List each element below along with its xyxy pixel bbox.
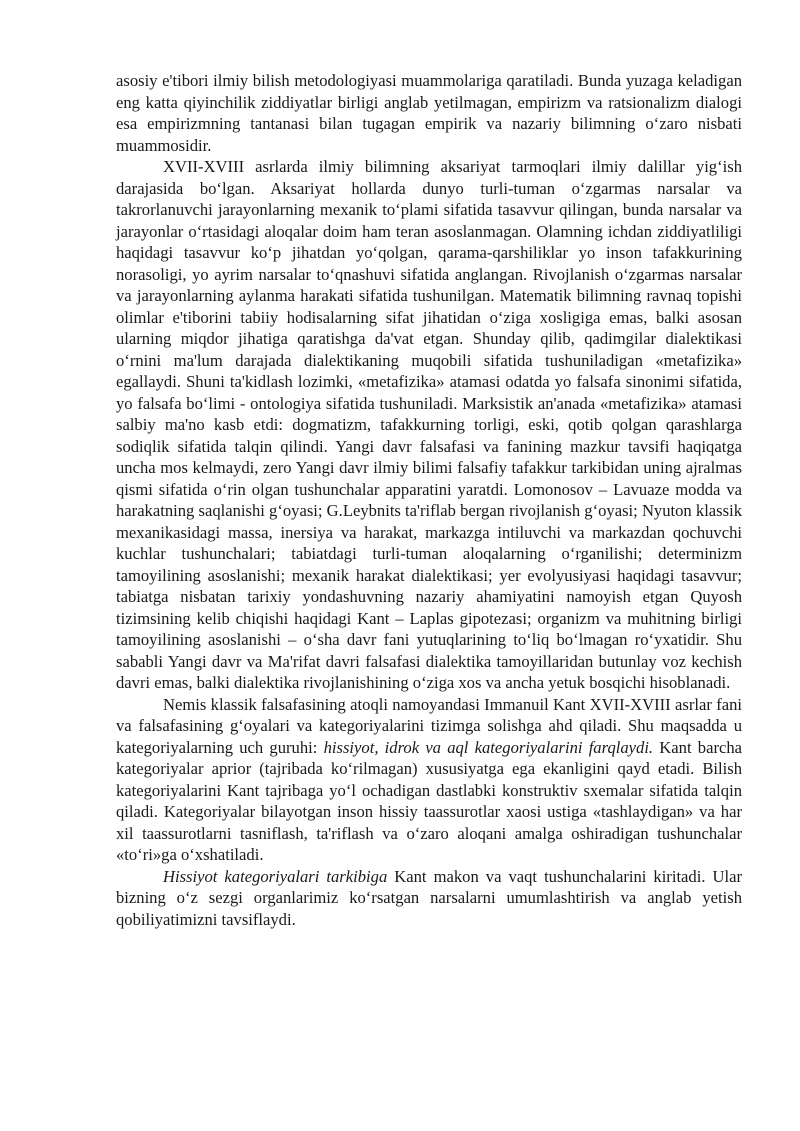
paragraph-continuation: asosiy e'tibori ilmiy bilish metodologiyasi muammolariga qaratiladi. Bunda yuzaga keladigan eng katta qiyinchilik ziddiyatlar birligi anglab yetilmagan, empirizm va ratsionalizm dialogi esa empirizmning tantanasi bilan tugagan empirik va nazariy bilimning o‘zaro nisbati muammosidir. xyxy=(116,71,742,155)
paragraph-sensibility xyxy=(116,866,742,931)
paragraph-kant-categories xyxy=(116,694,742,866)
paragraph-text: Nemis klassik falsafasining atoqli namoyandasi Immanuil Kant XVII-XVIII asrlar fani va falsafasining g‘oyalari va kategoriyalarini tizimga solishga ahd qiladi. Shu maqsadda u kategoriyalarning uch guruhi: xyxy=(116,694,742,757)
emphasis-text: Hissiyot kategoriyalari tarkibiga xyxy=(163,866,388,886)
paragraph-metaphysics: XVII-XVIII asrlarda ilmiy bilimning aksariyat tarmoqlari ilmiy dalillar yig‘ish darajasida bo‘lgan. Aksariyat hollarda dunyo turli-tuman o‘zgarmas narsalar va takrorlanuvchi jarayonlarning mexanik to‘plami sifatida tasavvur qilingan, bunda narsalar va jarayonlar o‘rtasidagi aloqalar doim ham teran asoslanmagan. Olamning ichdan ziddiyatliligi haqidagi tasavvur ko‘p jihatdan yo‘qolgan, qarama-qarshiliklar yo inson tafakkurining norasoligi, yo ayrim narsalar to‘qnashuvi sifatida anglangan. Rivojlanish o‘zgarmas narsalar va jarayonlarning aylanma harakati sifatida tushunilgan. Matematik bilimning ravnaq topishi olimlar e'tiborini tabiiy hodisalarning sifat jihatidan o‘ziga xosligiga emas, balki asosan ularning miqdor jihatiga qaratishga da'vat etgan. Shunday qilib, qadimgilar dialektikasi o‘rnini ma'lum darajada dialektikaning muqobili sifatida tushuniladigan «metafizika» egallaydi. Shuni ta'kidlash lozimki, «metafizika» atamasi odatda yo falsafa sinonimi sifatida, yo falsafa bo‘limi - ontologiya sifatida tushuniladi. Marksistik an'anada «metafizika» atamasi salbiy ma'no kasb etdi: dogmatizm, tafakkurning torligi, eski, qotib qolgan qarashlarga sodiqlik sifatida talqin qilindi. Yangi davr falsafasi va fanining mazkur tavsifi haqiqatga uncha mos kelmaydi, zero Yangi davr ilmiy bilimi falsafiy tafakkur tarkibidan uning ajralmas qismi sifatida o‘rin olgan tushunchalar apparatini yaratdi. Lomonosov – Lavuaze modda va harakatning saqlanishi g‘oyasi; G.Leybnits ta'riflab bergan rivojlanish g‘oyasi; Nyuton klassik mexanikasidagi massa, inersiya va harakat, markazga intiluvchi va markazdan qochuvchi kuchlar tushunchalari; tabiatdagi turli-tuman aloqalarning o‘rganilishi; determinizm tamoyilining asoslanishi; mexanik harakat dialektikasi; yer evolyusiyasi haqidagi tasavvur; tabiatga nisbatan tarixiy yondashuvning nazariy ahamiyatini namoyish etgan Quyosh tizimsining kelib chiqishi haqidagi Kant – Laplas gipotezasi; organizm va muhitning birligi tamoyilining asoslanishi – o‘sha davr fani yutuqlarining to‘liq bo‘lmagan ro‘yxatidir. Shu sababli Yangi davr va Ma'rifat davri falsafasi dialektika tamoyillaridan butunlay voz kechish davri emas, balki dialektika rivojlanishining o‘ziga xos va ancha yetuk bosqichi hisoblanadi. xyxy=(116,157,742,692)
paragraph-text: Kant makon va vaqt tushunchalarini kiritadi. Ular bizning o‘z sezgi organlarimiz ko‘rsatgan narsalarni umumlashtirish va anglab yetish qobiliyatimizni tavsiflaydi. xyxy=(116,866,742,929)
document-page xyxy=(116,70,742,930)
paragraph-text: Kant barcha kategoriyalar aprior (tajribada ko‘rilmagan) xususiyatga ega ekanligini qayd etadi. Bilish kategoriyalarini Kant tajribaga yo‘l ochadigan dastlabki konstruktiv sxemalar sifatida talqin qiladi. Kategoriyalar bilayotgan inson hissiy taassurotlar xaosi ustiga «tashlaydigan» va har xil taassurotlarni tasniflash, ta'riflash va o‘zaro aloqani amalga oshiradigan tushunchalar «to‘ri»ga o‘xshatiladi. xyxy=(116,737,742,864)
emphasis-text: hissiyot, idrok va aql kategoriyalarini farqlaydi. xyxy=(323,737,654,757)
